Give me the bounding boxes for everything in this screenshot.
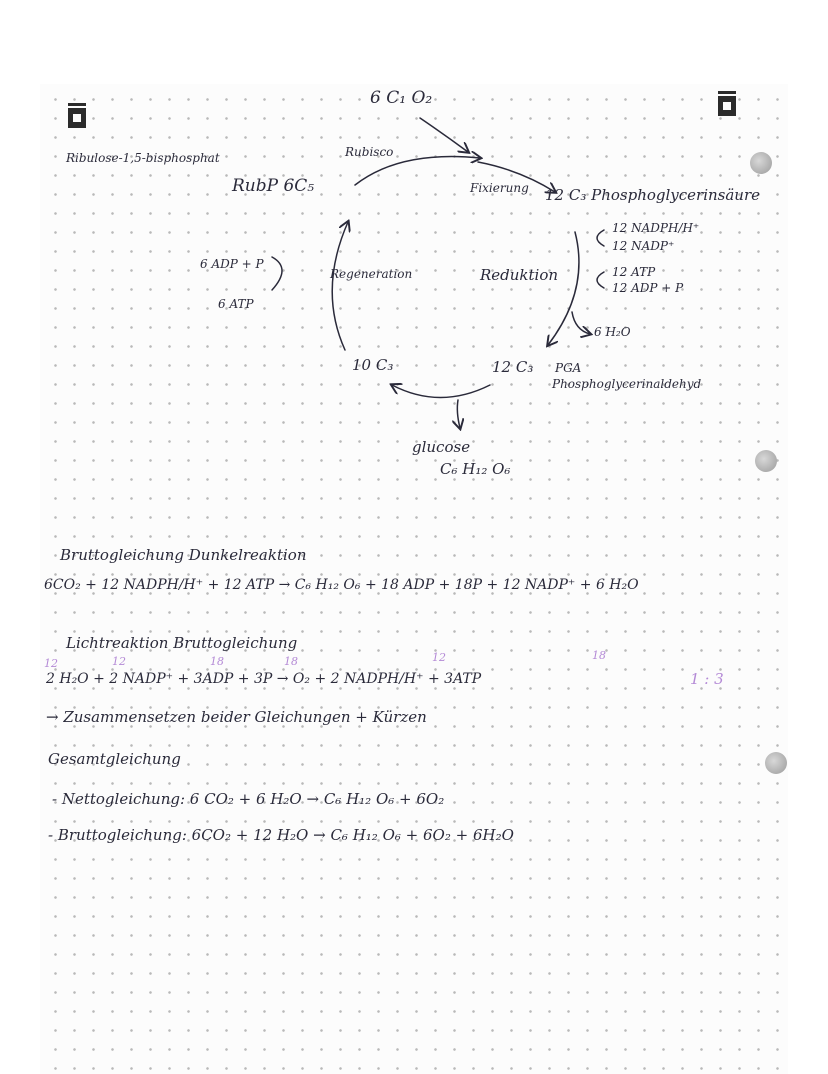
- reduktion-label: Reduktion: [480, 266, 559, 284]
- atp-hook: [597, 272, 604, 288]
- dark-equation: 6CO₂ + 12 NADPH/H⁺ + 12 ATP → C₆ H₁₂ O₆ + 18 ADP + 18P + 12 NADP⁺ + 6 H₂O: [44, 577, 639, 593]
- regeneration-label: Regeneration: [330, 267, 413, 281]
- nadph-in-label: 12 NADPH/H⁺: [612, 221, 700, 235]
- pgs-label: 12 C₃ Phosphoglycerinsäure: [545, 186, 761, 204]
- water-label: 6 H₂O: [594, 325, 631, 339]
- light-heading: Lichtreaktion Bruttogleichung: [66, 634, 298, 652]
- adp-out-label: 12 ADP + P: [612, 281, 684, 295]
- light-annotation-4: 18: [284, 655, 298, 668]
- rubisco-arrow: [355, 157, 480, 185]
- glucose-formula: C₆ H₁₂ O₆: [440, 460, 511, 478]
- nadph-hook: [597, 230, 604, 246]
- fixierung-label: Fixierung: [470, 181, 529, 195]
- light-annotation-3: 18: [210, 655, 224, 668]
- co2-input-arrow: [420, 118, 468, 152]
- water-hook: [572, 312, 590, 334]
- adp-regen-label: 6 ADP + P: [200, 257, 264, 271]
- light-annotation-1: 12: [44, 657, 58, 670]
- regeneration-arrow: [332, 222, 348, 350]
- net-equation: - Nettogleichung: 6 CO₂ + 6 H₂O → C₆ H₁₂ O₆ + 6O₂: [52, 790, 445, 808]
- gross-equation: - Bruttogleichung: 6CO₂ + 12 H₂O → C₆ H₁₂ O₆ + 6O₂ + 6H₂O: [48, 826, 514, 844]
- adp-hook: [272, 257, 282, 290]
- light-equation: 2 H₂O + 2 NADP⁺ + 3ADP + 3P → O₂ + 2 NADPH/H⁺ + 3ATP: [46, 671, 482, 687]
- pga-to-c3-arrow: [392, 385, 490, 398]
- light-annotation-5: 12: [432, 651, 446, 664]
- nadp-out-label: 12 NADP⁺: [612, 239, 675, 253]
- pga-name: Phosphoglycerinaldehyd: [552, 377, 702, 391]
- glucose-arrow: [457, 400, 460, 428]
- rubisco-label: Rubisco: [345, 145, 394, 159]
- reduktion-arrow: [548, 232, 579, 345]
- rubp-label: RubP 6C₅: [232, 176, 315, 196]
- light-annotation-2: 12: [112, 655, 126, 668]
- pga-abbrev: PGA: [555, 361, 582, 375]
- light-annotation-6: 18: [592, 649, 606, 662]
- total-heading: Gesamtgleichung: [48, 750, 181, 768]
- atp-in-label: 12 ATP: [612, 265, 656, 279]
- dark-heading: Bruttogleichung Dunkelreaktion: [60, 546, 307, 564]
- co2-input-label: 6 C₁ O₂: [370, 88, 433, 108]
- glucose-label: glucose: [412, 438, 471, 456]
- atp-regen-label: 6 ATP: [218, 297, 254, 311]
- rubp-name-label: Ribulose-1,5-bisphosphat: [66, 151, 220, 165]
- pga-label: 12 C₃: [492, 358, 534, 376]
- combine-note: → Zusammensetzen beider Gleichungen + Kürzen: [46, 708, 427, 726]
- atp-ratio: 1 : 3: [690, 670, 724, 688]
- c3-10-label: 10 C₃: [352, 356, 394, 374]
